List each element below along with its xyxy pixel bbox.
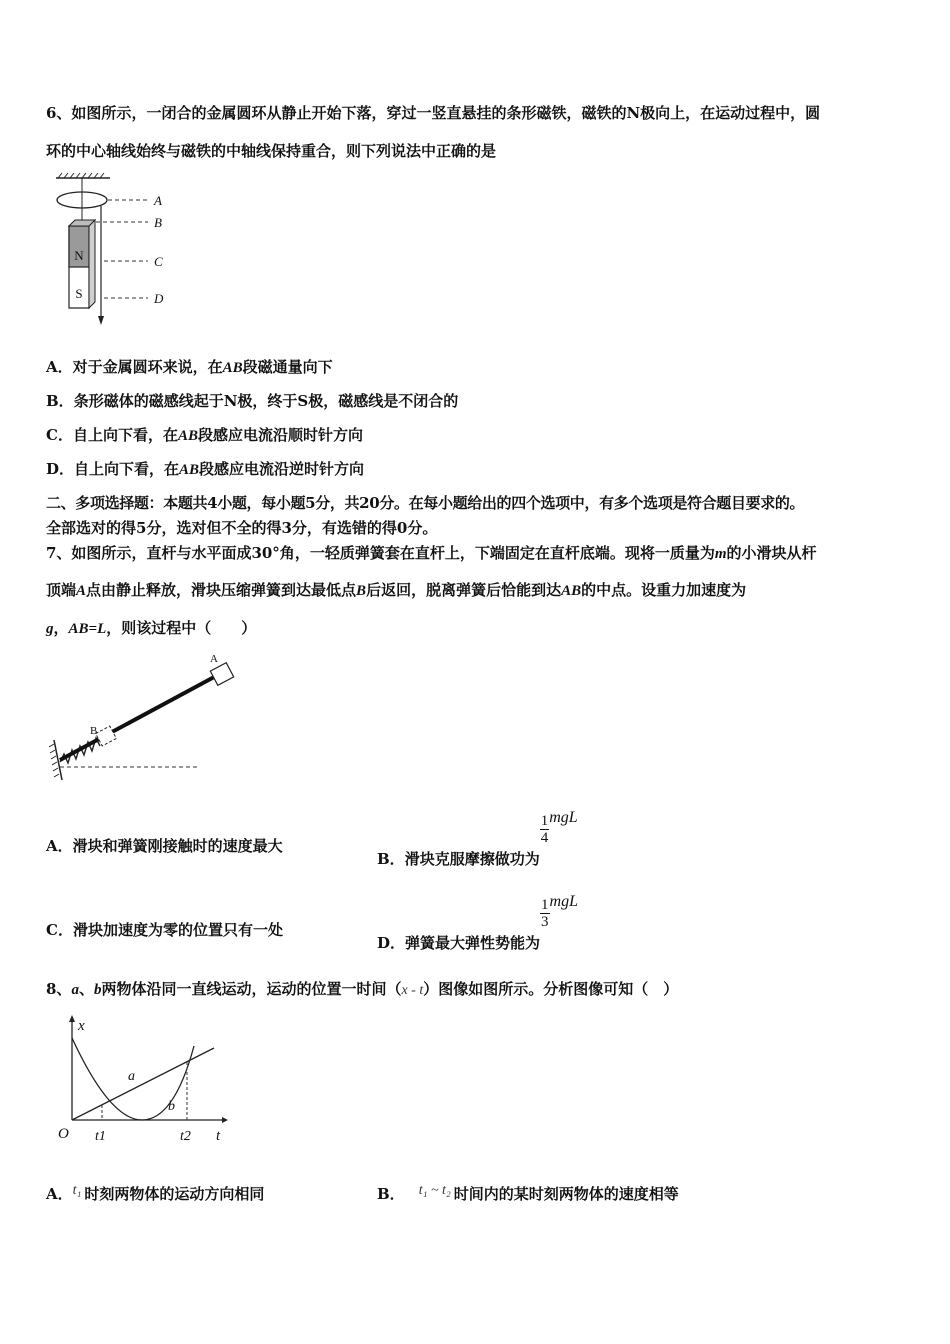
fraction-one-quarter: $\frac{1}{4}$	[540, 813, 549, 846]
t1-symbol: t₁	[72, 1183, 82, 1198]
line-a	[72, 1048, 214, 1120]
rod	[60, 676, 216, 760]
label-c: C	[154, 254, 163, 269]
origin-label: O	[58, 1126, 69, 1142]
q6-stem-line2: 环的中心轴线始终与磁铁的中轴线保持重合，则下列说法中正确的是	[46, 142, 497, 160]
pole-s-label: S	[75, 286, 83, 301]
q6-option-c[interactable]: C．自上向下看，在AB段感应电流沿顺时针方向	[46, 426, 363, 444]
label-d: D	[154, 291, 164, 306]
q7-option-a[interactable]: A．滑块和弹簧刚接触时的速度最大	[46, 837, 283, 855]
label-a: A	[154, 193, 162, 208]
q7-stem-line3: g，AB=L，则该过程中（ ）	[46, 619, 257, 637]
t1-t2-interval-symbol: t₁ ~ t₂	[418, 1183, 451, 1198]
q7-option-d[interactable]: D．弹簧最大弹性势能为 $\frac{1}{3}$ mgL	[377, 892, 578, 952]
t2-label: t2	[180, 1129, 191, 1144]
curve-b-label: b	[168, 1099, 175, 1114]
q8-stem: 8、a、b两物体沿同一直线运动，运动的位置一时间（x - t）图像如图所示。分析图像可知（ ）	[46, 980, 679, 998]
q7-option-c[interactable]: C．滑块加速度为零的位置只有一处	[46, 921, 283, 939]
pole-n-label: N	[74, 248, 84, 263]
x-axis-label: x	[78, 1018, 85, 1034]
section2-header-line2: 全部选对的得5分，选对但不全的得3分，有选错的得0分。	[46, 519, 438, 537]
line-a-label: a	[128, 1069, 135, 1084]
q8-xt-graph	[56, 1012, 236, 1152]
q7-stem-line2: 顶端A点由静止释放，滑块压缩弹簧到达最低点B后返回，脱离弹簧后恰能到达AB的中点。设重力加速度为	[46, 581, 747, 599]
label-b: B	[154, 215, 162, 230]
q6-option-d[interactable]: D．自上向下看，在AB段感应电流沿逆时针方向	[46, 460, 365, 478]
q7-option-b[interactable]: B．滑块克服摩擦做功为 $\frac{1}{4}$ mgL	[377, 808, 578, 868]
section2-header-line1: 二、多项选择题：本题共4小题，每小题5分，共20分。在每小题给出的四个选项中，有多个选项是符合题目要求的。	[46, 494, 805, 512]
q7-incline-rod-figure	[44, 650, 244, 790]
label-b: B	[90, 725, 98, 737]
q8-option-a[interactable]: A．t₁ 时刻两物体的运动方向相同	[46, 1183, 265, 1203]
q7-stem-line1: 7、如图所示，直杆与水平面成30°角，一轻质弹簧套在直杆上，下端固定在直杆底端。现将一质量为m的小滑块从杆	[46, 544, 817, 562]
label-a: A	[210, 653, 218, 665]
block-at-a	[210, 663, 233, 686]
q8-option-b[interactable]: B． t₁ ~ t₂ 时间内的某时刻两物体的速度相等	[377, 1183, 679, 1203]
q6-stem-line1: 6、如图所示，一闭合的金属圆环从静止开始下落，穿过一竖直悬挂的条形磁铁，磁铁的N极向上，在运动过程中，圆	[46, 104, 821, 122]
q6-option-b[interactable]: B．条形磁体的磁感线起于N极，终于S极，磁感线是不闭合的	[46, 392, 459, 410]
magnet-side	[89, 220, 95, 308]
fraction-one-third: $\frac{1}{3}$	[541, 897, 549, 930]
q6-option-a[interactable]: A．对于金属圆环来说，在AB段磁通量向下	[46, 358, 333, 376]
q6-magnet-ring-figure	[48, 170, 178, 330]
t1-label: t1	[95, 1129, 106, 1144]
t-axis-label: t	[216, 1128, 221, 1144]
